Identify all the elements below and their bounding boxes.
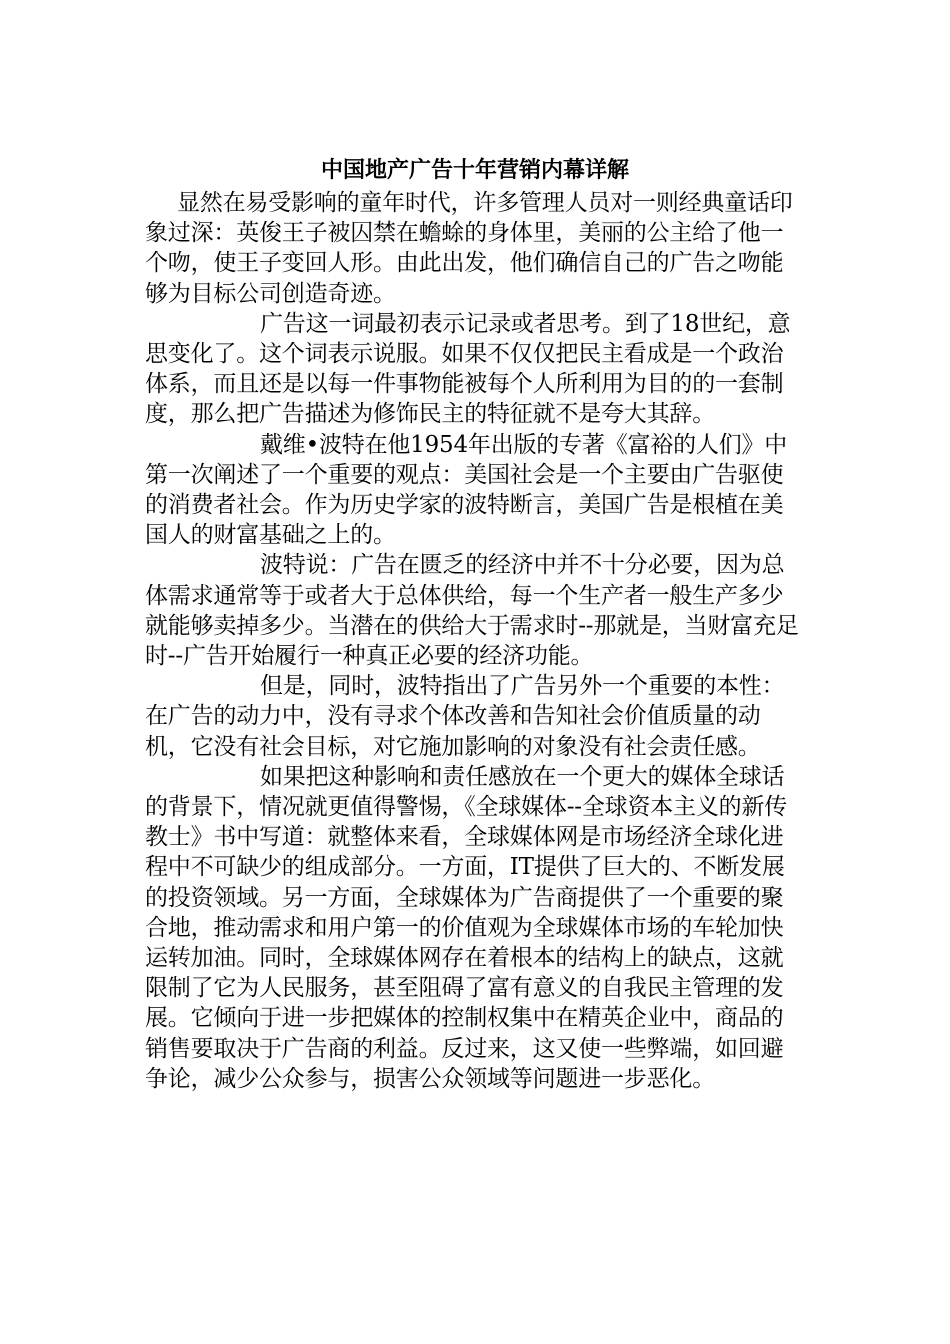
paragraph-6: 如果把这种影响和责任感放在一个更大的媒体全球话的背景下，情况就更值得警惕，《全球媒体--全球资本主义的新传教士》书中写道：就整体来看，全球媒体网是市场经济全球化进程中不可缺少的组成部分。一方面，IT提供了巨大的、不断发展的投资领域。另一方面，全球媒体为广告商提供了一个重要的聚合地，推动需求和用户第一的价值观为全球媒体市场的车轮加快运转加油。同时，全球媒体网存在着根本的结构上的缺点，这就限制了它为人民服务，甚至阻碍了富有意义的自我民主管理的发展。它倾向于进一步把媒体的控制权集中在精英企业中，商品的销售要取决于广告商的利益。反过来，这又使一些弊端，如回避争论，减少公众参与，损害公众领域等问题进一步恶化。 xyxy=(145,763,788,1092)
document-body xyxy=(145,152,805,1094)
paragraph-3: 戴维•波特在他1954年出版的专著《富裕的人们》中第一次阐述了一个重要的观点：美国社会是一个主要由广告驱使的消费者社会。作为历史学家的波特断言，美国广告是根植在美国人的财富基础之上的。 xyxy=(145,431,788,549)
paragraph-5: 但是，同时，波特指出了广告另外一个重要的本性：在广告的动力中，没有寻求个体改善和告知社会价值质量的动机，它没有社会目标，对它施加影响的对象没有社会责任感。 xyxy=(145,673,785,760)
paragraph-4: 波特说：广告在匮乏的经济中并不十分必要，因为总体需求通常等于或者大于总体供给，每一个生产者一般生产多少就能够卖掉多少。当潜在的供给大于需求时--那就是，当财富充足时--广告开始履行一种真正必要的经济功能。 xyxy=(145,552,799,670)
paragraph-1: 显然在易受影响的童年时代，许多管理人员对一则经典童话印象过深：英俊王子被囚禁在蟾蜍的身体里，美丽的公主给了他一个吻，使王子变回人形。由此出发，他们确信自己的广告之吻能够为目标公司创造奇迹。 xyxy=(145,190,793,307)
document-title: 中国地产广告十年营销内幕详解 xyxy=(320,157,629,183)
paragraph-2: 广告这一词最初表示记录或者思考。到了18世纪，意思变化了。这个词表示说服。如果不仅仅把民主看成是一个政治体系，而且还是以每一件事物能被每个人所利用为目的的一套制度，那么把广告描述为修饰民主的特征就不是夸大其辞。 xyxy=(145,310,791,428)
